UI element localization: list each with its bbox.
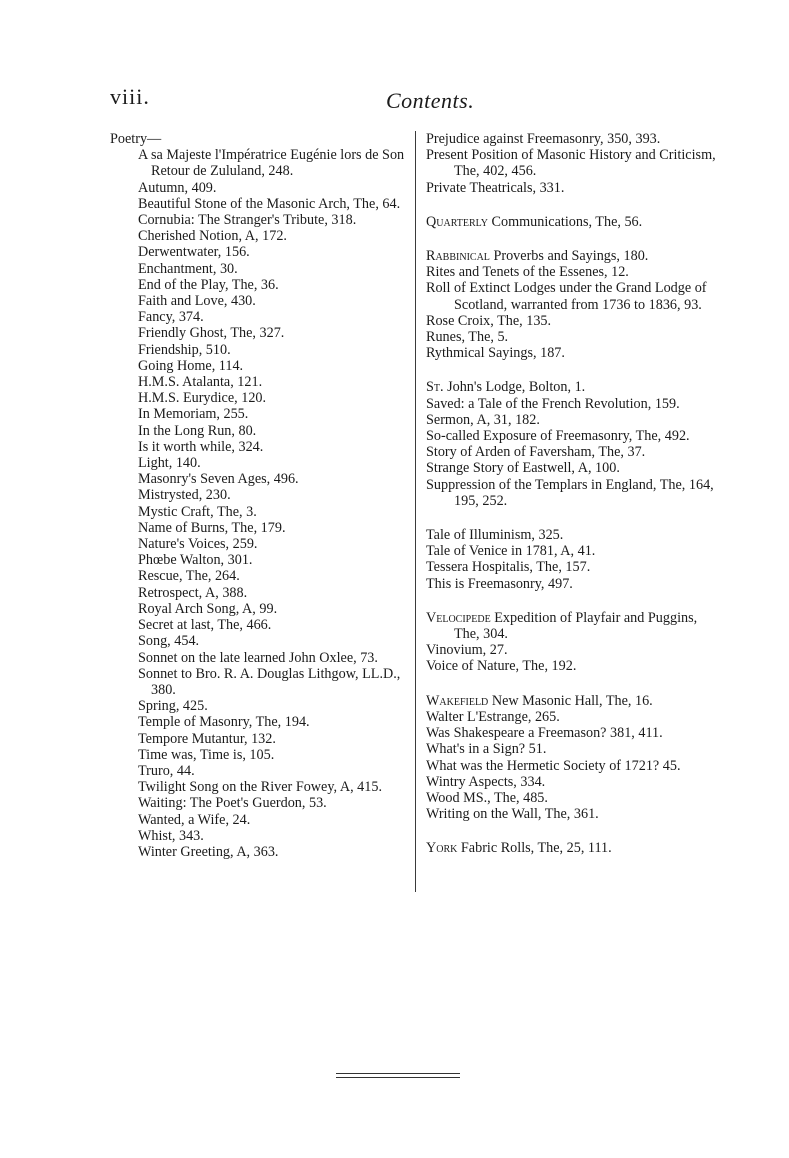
list-item: Sermon, A, 31, 182. (426, 411, 540, 428)
group-y (426, 840, 726, 856)
list-item: Story of Arden of Faversham, The, 37. (426, 444, 646, 461)
group-w (426, 693, 726, 823)
group-t (426, 527, 726, 592)
list-item: Velocipede Expedition of Playfair and Puggins, The, 304. (426, 609, 698, 643)
list-item: Voice of Nature, The, 192. (426, 658, 577, 675)
list-item: Quarterly Communications, The, 56. (426, 213, 643, 230)
list-item: Saved: a Tale of the French Revolution, 159. (426, 395, 680, 412)
list-item: Fancy, 374. (138, 309, 204, 326)
right-column (426, 131, 726, 875)
list-item: Wanted, a Wife, 24. (138, 811, 251, 828)
list-item: Royal Arch Song, A, 99. (138, 600, 278, 617)
list-item: Going Home, 114. (138, 357, 244, 374)
list-item: Rescue, The, 264. (138, 568, 240, 585)
list-item: Cherished Notion, A, 172. (138, 228, 287, 245)
list-item: Writing on the Wall, The, 361. (426, 806, 599, 823)
list-item: Winter Greeting, A, 363. (138, 843, 279, 860)
list-item: Spring, 425. (138, 698, 208, 715)
list-item: Sonnet on the late learned John Oxlee, 73. (138, 649, 378, 666)
list-item: Mistrysted, 230. (138, 487, 231, 504)
list-item: Sonnet to Bro. R. A. Douglas Lithgow, LL.D., 380. (138, 665, 401, 698)
list-item: Strange Story of Eastwell, A, 100. (426, 460, 620, 477)
list-item: Suppression of the Templars in England, The, 164, 195, 252. (426, 476, 714, 509)
list-item: Is it worth while, 324. (138, 438, 264, 455)
list-item: H.M.S. Eurydice, 120. (138, 390, 267, 407)
list-item: Tale of Illuminism, 325. (426, 527, 564, 544)
list-item: Roll of Extinct Lodges under the Grand Lodge of Scotland, warranted from 1736 to 1836, 93. (426, 280, 707, 313)
list-item: Time was, Time is, 105. (138, 746, 275, 763)
list-item: Private Theatricals, 331. (426, 179, 565, 196)
list-item: Temple of Masonry, The, 194. (138, 714, 310, 731)
group-r (426, 248, 726, 361)
list-item: Wood MS., The, 485. (426, 789, 548, 806)
list-item: Runes, The, 5. (426, 329, 509, 346)
list-item: York Fabric Rolls, The, 25, 111. (426, 840, 612, 857)
section-heading-poetry: Poetry— (110, 131, 162, 147)
list-item: Nature's Voices, 259. (138, 536, 258, 553)
list-item: Secret at last, The, 466. (138, 617, 272, 634)
list-item: Derwentwater, 156. (138, 244, 250, 261)
list-item: A sa Majeste l'Impératrice Eugénie lors de Son Retour de Zululand, 248. (138, 147, 405, 180)
list-item: H.M.S. Atalanta, 121. (138, 374, 263, 391)
page-number: viii. (110, 84, 150, 109)
list-item: Tempore Mutantur, 132. (138, 730, 276, 747)
list-item: In Memoriam, 255. (138, 406, 249, 423)
list-item: Retrospect, A, 388. (138, 584, 248, 601)
list-item: Name of Burns, The, 179. (138, 519, 286, 536)
list-item: What was the Hermetic Society of 1721? 45. (426, 757, 681, 774)
list-item: Whist, 343. (138, 827, 204, 844)
running-title: Contents. (386, 88, 475, 113)
list-item: In the Long Run, 80. (138, 422, 257, 439)
footer-rule-top (336, 1073, 460, 1074)
list-item: Enchantment, 30. (138, 260, 238, 277)
list-item: Friendly Ghost, The, 327. (138, 325, 285, 342)
left-column (110, 131, 410, 860)
group-p (426, 131, 726, 196)
list-item: Rites and Tenets of the Essenes, 12. (426, 264, 629, 281)
list-item: Wakefield New Masonic Hall, The, 16. (426, 692, 653, 709)
list-item: Waiting: The Poet's Guerdon, 53. (138, 795, 327, 812)
list-item: Beautiful Stone of the Masonic Arch, The, 64. (138, 195, 401, 212)
list-item: Twilight Song on the River Fowey, A, 415. (138, 779, 382, 796)
list-item: Vinovium, 27. (426, 642, 508, 659)
list-item: St. John's Lodge, Bolton, 1. (426, 379, 586, 396)
list-item: End of the Play, The, 36. (138, 276, 279, 293)
list-item: Rabbinical Proverbs and Sayings, 180. (426, 248, 649, 265)
list-item: Prejudice against Freemasonry, 350, 393. (426, 131, 661, 147)
group-v (426, 610, 726, 675)
list-item: Masonry's Seven Ages, 496. (138, 471, 299, 488)
poetry-list (110, 147, 410, 860)
list-item: Friendship, 510. (138, 341, 231, 358)
list-item: Mystic Craft, The, 3. (138, 503, 257, 520)
list-item: Wintry Aspects, 334. (426, 773, 546, 790)
list-item: Tessera Hospitalis, The, 157. (426, 559, 591, 576)
list-item: Faith and Love, 430. (138, 293, 256, 310)
list-item: Cornubia: The Stranger's Tribute, 318. (138, 212, 357, 229)
list-item: Song, 454. (138, 633, 200, 650)
list-item: This is Freemasonry, 497. (426, 575, 573, 592)
group-s (426, 379, 726, 509)
list-item: Walter L'Estrange, 265. (426, 708, 560, 725)
list-item: Present Position of Masonic History and Criticism, The, 402, 456. (426, 147, 716, 180)
list-item: What's in a Sign? 51. (426, 741, 547, 758)
footer-rule-bottom (336, 1077, 460, 1078)
list-item: Light, 140. (138, 455, 201, 472)
list-item: Phœbe Walton, 301. (138, 552, 253, 569)
list-item: Rythmical Sayings, 187. (426, 345, 565, 362)
group-q (426, 214, 726, 230)
list-item: Rose Croix, The, 135. (426, 312, 552, 329)
list-item: Was Shakespeare a Freemason? 381, 411. (426, 725, 663, 742)
list-item: So-called Exposure of Freemasonry, The, 492. (426, 428, 690, 445)
list-item: Truro, 44. (138, 762, 195, 779)
column-divider (415, 131, 416, 892)
list-item: Tale of Venice in 1781, A, 41. (426, 543, 596, 560)
list-item: Autumn, 409. (138, 179, 217, 196)
